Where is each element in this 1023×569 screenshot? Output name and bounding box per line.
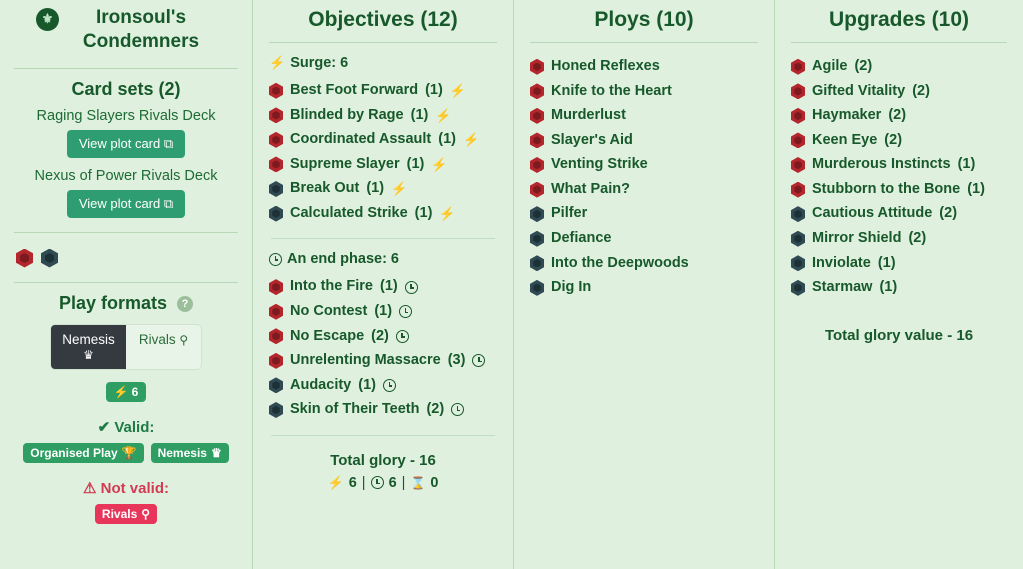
dark-hex-icon: [791, 280, 805, 296]
lightning-icon: ⚡: [327, 474, 344, 490]
card-qty: (2): [912, 82, 930, 99]
card-qty: (1): [957, 156, 976, 173]
warning-icon: ⚠: [83, 479, 97, 497]
list-item[interactable]: [528, 276, 760, 301]
card-qty: (1): [879, 279, 898, 296]
crown-icon: ♛: [83, 347, 94, 362]
deck-title: [14, 0, 238, 54]
lightning-icon: ⚡: [449, 83, 467, 98]
red-hex-icon: [269, 83, 283, 99]
objectives-count: (12): [420, 8, 458, 31]
list-item[interactable]: [528, 153, 760, 178]
format-option-nemesis[interactable]: [51, 325, 126, 369]
card-name: Skin of Their Teeth: [290, 401, 420, 418]
list-item[interactable]: [789, 178, 1009, 203]
list-item[interactable]: [789, 129, 1009, 154]
red-hex-icon: [530, 182, 544, 198]
badge-nemesis-label: Nemesis: [157, 445, 207, 460]
card-name: Best Foot Forward: [290, 82, 419, 98]
card-name: Defiance: [551, 229, 612, 246]
list-item[interactable]: [789, 153, 1009, 178]
ploys-list: [528, 55, 760, 301]
objective-list-end-phase: [267, 275, 499, 422]
red-hex-icon: [791, 59, 805, 75]
red-hex-icon: [791, 132, 805, 148]
card-name: Blinded by Rage: [290, 106, 404, 123]
dark-hex-icon: [530, 206, 544, 222]
list-item[interactable]: [528, 227, 760, 252]
ploys-label: Ploys: [594, 8, 651, 31]
card-name: Dig In: [551, 279, 592, 296]
card-name: Starmaw: [812, 279, 873, 296]
surge-total-value: 6: [348, 474, 357, 491]
lightning-icon: ⚡: [431, 156, 448, 172]
badge-nemesis: [151, 443, 229, 463]
card-name: No Contest: [290, 302, 368, 319]
play-format-toggle[interactable]: [50, 324, 202, 370]
clock-icon: [451, 403, 464, 416]
card-qty: (2): [888, 107, 907, 124]
objectives-total-breakdown: [267, 475, 499, 491]
upgrades-heading: [789, 0, 1009, 32]
dark-hex-icon: [530, 255, 544, 271]
list-item[interactable]: [267, 374, 499, 399]
card-name: Honed Reflexes: [551, 58, 660, 74]
card-qty: (1): [877, 254, 896, 271]
objective-group-label-end-phase: An end phase: 6: [287, 251, 399, 268]
card-qty: (1): [425, 82, 443, 98]
objectives-label: Objectives: [308, 8, 415, 31]
ploys-count: (10): [656, 8, 694, 31]
upgrades-count: (10): [931, 8, 970, 31]
valid-label: Valid:: [114, 418, 155, 436]
dark-hex-icon: [791, 231, 805, 247]
red-hex-icon: [269, 353, 283, 369]
divider: [271, 238, 495, 239]
card-name: Break Out: [290, 180, 360, 197]
deck-summary-column: [0, 0, 252, 569]
list-item[interactable]: [528, 104, 760, 129]
lightning-icon: ⚡: [435, 107, 452, 123]
card-name: Stubborn to the Bone: [812, 180, 961, 197]
list-item[interactable]: [267, 300, 499, 325]
red-hex-icon: [269, 132, 283, 148]
list-item[interactable]: [789, 202, 1009, 227]
dark-hex-icon: [530, 231, 544, 247]
red-hex-icon: [269, 304, 283, 320]
list-item[interactable]: [267, 202, 499, 227]
not-valid-status: [14, 479, 238, 497]
objectives-heading: [267, 0, 499, 32]
lightning-icon: ⚡: [113, 384, 129, 399]
card-name: Into the Fire: [290, 278, 373, 295]
list-item[interactable]: [267, 128, 499, 153]
red-hex-icon: [269, 107, 283, 123]
glory-chip: [106, 382, 147, 402]
list-item[interactable]: [789, 276, 1009, 301]
card-qty: (2): [371, 327, 389, 344]
dark-hex-icon: [791, 206, 805, 222]
view-plot-card-button-1[interactable]: [67, 130, 185, 158]
list-item[interactable]: [528, 80, 760, 105]
hourglass-icon: ⌛: [410, 475, 426, 490]
faction-emblem-icon: ⚜: [36, 8, 59, 31]
check-circle-icon: ✔: [97, 418, 111, 436]
card-name: What Pain?: [551, 180, 630, 197]
upgrades-total-label: Total glory value: [824, 326, 944, 344]
lightning-icon: ⚡: [463, 132, 480, 148]
ploys-column: [513, 0, 774, 569]
lightning-icon: ⚡: [391, 181, 408, 197]
upgrades-list: [789, 55, 1009, 301]
list-item[interactable]: [528, 178, 760, 203]
card-sets-count: (2): [158, 78, 181, 99]
glory-chip-value: 6: [131, 384, 139, 399]
list-item[interactable]: [789, 252, 1009, 277]
list-item[interactable]: [267, 349, 499, 374]
upgrades-total: [789, 327, 1009, 344]
view-plot-card-label-2: View plot card: [78, 195, 161, 211]
end-phase-total-value: 6: [388, 474, 397, 491]
card-name: Cautious Attitude: [812, 205, 933, 222]
list-item[interactable]: [528, 129, 760, 154]
card-name: Into the Deepwoods: [551, 254, 689, 271]
card-name: Calculated Strike: [290, 204, 408, 221]
upgrades-total-value: - 16: [947, 326, 974, 344]
lightning-icon: ⚡: [269, 55, 286, 70]
divider: [269, 42, 497, 43]
clock-icon: [396, 330, 409, 343]
card-qty: (3): [447, 352, 466, 369]
badge-organised-play: [23, 443, 143, 463]
card-qty: (1): [406, 155, 425, 172]
red-hex-icon: [530, 157, 544, 173]
divider: [14, 68, 238, 69]
red-hex-icon: [530, 83, 544, 99]
objective-list-surge: [267, 79, 499, 226]
card-qty: (1): [374, 302, 393, 319]
hourglass-total-value: 0: [430, 474, 439, 491]
card-name: Inviolate: [812, 254, 871, 271]
dark-hex-icon: [791, 255, 805, 271]
view-plot-card-button-2[interactable]: [67, 190, 185, 218]
badge-rivals: [95, 504, 157, 524]
play-formats-heading: [14, 293, 238, 314]
divider: [791, 42, 1007, 43]
dark-hex-icon: [41, 249, 58, 268]
list-item[interactable]: [267, 398, 499, 423]
upgrades-label: Upgrades: [828, 8, 926, 31]
card-name: Murderous Instincts: [812, 156, 951, 173]
red-hex-icon: [269, 156, 283, 172]
ploys-heading: [528, 0, 760, 32]
card-name: Audacity: [290, 376, 352, 393]
card-sets-heading: [14, 79, 238, 100]
red-hex-icon: [791, 182, 805, 198]
dark-hex-icon: [269, 206, 283, 222]
list-item[interactable]: [267, 79, 499, 104]
crown-icon: ♛: [210, 445, 222, 460]
objective-group-label-surge: Surge: 6: [290, 55, 349, 71]
external-link-icon: ⧉: [163, 135, 174, 151]
format-option-rivals-label: Rivals: [138, 331, 176, 347]
rivals-icon: ⚲: [141, 506, 151, 521]
red-hex-icon: [269, 328, 283, 344]
list-item[interactable]: [267, 325, 499, 350]
help-icon[interactable]: ?: [177, 296, 193, 312]
glory-chip-wrap: [14, 370, 238, 402]
card-qty: (2): [854, 58, 873, 74]
deck-name: Ironsoul's Condemners: [82, 7, 200, 52]
objectives-column: [252, 0, 513, 569]
red-hex-icon: [791, 157, 805, 173]
list-item[interactable]: [528, 202, 760, 227]
list-item[interactable]: [789, 104, 1009, 129]
dark-hex-icon: [269, 377, 283, 393]
card-name: Coordinated Assault: [290, 131, 432, 148]
red-hex-icon: [530, 108, 544, 124]
upgrades-column: [774, 0, 1023, 569]
clock-icon: [472, 354, 485, 367]
card-qty: (1): [410, 106, 429, 123]
list-item[interactable]: [267, 104, 499, 129]
trophy-icon: 🏆: [121, 445, 137, 460]
card-name: Supreme Slayer: [290, 155, 400, 172]
divider: [14, 282, 238, 283]
card-qty: (1): [414, 204, 433, 221]
separator: |: [361, 474, 366, 491]
card-name: Agile: [812, 58, 848, 74]
card-set-name-1: Raging Slayers Rivals Deck: [36, 107, 216, 124]
red-hex-icon: [530, 132, 544, 148]
card-qty: (1): [366, 180, 385, 197]
dark-hex-icon: [530, 280, 544, 296]
separator: |: [401, 474, 406, 491]
card-name: Venting Strike: [551, 156, 648, 173]
card-name: No Escape: [290, 327, 365, 344]
clock-icon: [383, 379, 396, 392]
clock-icon: [405, 281, 418, 294]
format-option-rivals[interactable]: [126, 325, 201, 369]
divider: [271, 435, 495, 436]
card-name: Pilfer: [551, 205, 588, 222]
clock-icon: [269, 253, 282, 266]
card-qty: (2): [908, 229, 927, 246]
format-option-nemesis-label: Nemesis: [62, 331, 115, 347]
card-name: Slayer's Aid: [551, 131, 633, 148]
view-plot-card-label-1: View plot card: [78, 135, 161, 151]
card-qty: (1): [967, 180, 985, 197]
card-qty: (2): [426, 401, 445, 418]
divider: [530, 42, 758, 43]
play-formats-label: Play formats: [58, 292, 168, 313]
red-hex-icon: [16, 249, 33, 268]
card-name: Murderlust: [551, 107, 626, 124]
card-qty: (1): [379, 278, 398, 295]
card-name: Keen Eye: [812, 131, 878, 148]
not-valid-badges: [14, 504, 238, 524]
clock-icon: [399, 305, 412, 318]
dark-hex-icon: [269, 402, 283, 418]
lightning-icon: ⚡: [439, 205, 456, 221]
list-item[interactable]: [789, 55, 1009, 80]
red-hex-icon: [269, 279, 283, 295]
objectives-total-label: Total glory: [330, 451, 406, 469]
rivals-icon: ⚲: [179, 332, 189, 347]
badge-rivals-label: Rivals: [101, 506, 138, 521]
card-set-hex-icons: [14, 243, 238, 268]
card-qty: (2): [884, 131, 903, 148]
card-name: Gifted Vitality: [812, 82, 906, 99]
card-sets-label: Card sets: [71, 78, 154, 99]
objectives-total: [267, 452, 499, 469]
card-set-name-2: Nexus of Power Rivals Deck: [34, 167, 218, 184]
objectives-total-value: - 16: [409, 451, 436, 469]
list-item[interactable]: [789, 227, 1009, 252]
objective-group-heading-surge: [269, 55, 499, 71]
red-hex-icon: [791, 83, 805, 99]
card-qty: (2): [939, 205, 958, 222]
valid-badges: [14, 443, 238, 463]
card-name: Unrelenting Massacre: [290, 352, 441, 369]
card-qty: (1): [438, 131, 456, 148]
card-name: Knife to the Heart: [551, 82, 672, 99]
list-item[interactable]: [267, 177, 499, 202]
badge-organised-play-label: Organised Play: [30, 445, 118, 460]
divider: [14, 232, 238, 233]
dark-hex-icon: [269, 181, 283, 197]
not-valid-label: Not valid:: [100, 479, 169, 497]
list-item[interactable]: [267, 275, 499, 300]
red-hex-icon: [791, 108, 805, 124]
list-item[interactable]: [528, 55, 760, 80]
valid-status: [14, 418, 238, 436]
list-item[interactable]: [789, 80, 1009, 105]
list-item[interactable]: [267, 153, 499, 178]
card-qty: (1): [358, 376, 376, 393]
list-item[interactable]: [528, 252, 760, 277]
clock-icon: [371, 476, 384, 489]
objective-group-heading-end-phase: [269, 251, 499, 267]
red-hex-icon: [530, 59, 544, 75]
external-link-icon: ⧉: [163, 195, 174, 211]
card-name: Haymaker: [812, 107, 882, 124]
card-name: Mirror Shield: [812, 229, 902, 246]
